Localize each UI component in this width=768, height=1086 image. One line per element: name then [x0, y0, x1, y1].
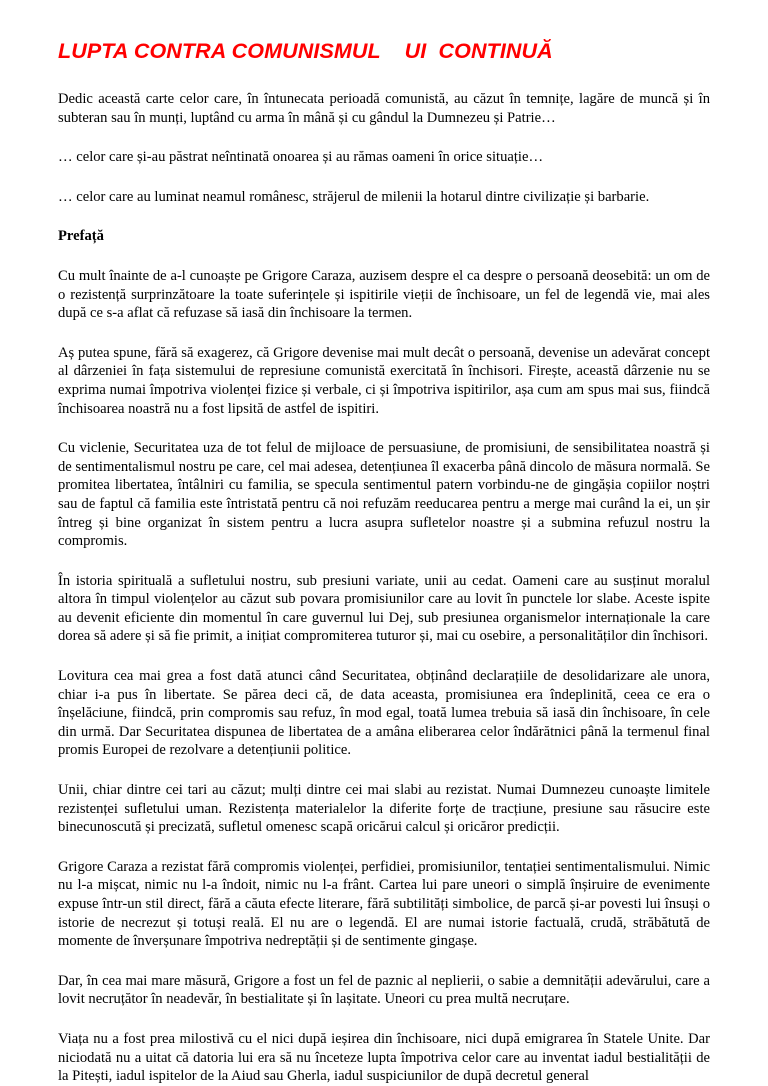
preface-paragraph: Cu mult înainte de a-l cunoaște pe Grigore Caraza, auzisem despre el ca despre o persoană deosebită: un om de o rezistență surprinzătoare la toate suferințele și ispitirile vieții de închisoare, un fel de legendă vie, mai ales după ce s-a aflat că refuzase să iasă din închisoare la termen.	[58, 267, 710, 322]
dedication-paragraph: … celor care și-au păstrat neîntinată onoarea și au rămas oameni în orice situație…	[58, 149, 544, 166]
document-title: LUPTA CONTRA COMUNISMUL UI CONTINUĂ	[58, 39, 553, 63]
dedication-section	[58, 90, 710, 206]
preface-paragraph: Aș putea spune, fără să exagerez, că Grigore devenise mai mult decât o persoană, devenise un adevărat concept al dârzeniei în fața sistemului de represiune comunistă exercitată în închisori. Firește, această dârzenie nu se exprima numai împotriva violenței fizice și verbale, ci și împotriva ispitirilor, așa cum am spus mai sus, fiindcă închisoarea noastră nu a fost lipsită de astfel de ispitiri.	[58, 344, 710, 417]
preface-paragraph: În istoria spirituală a sufletului nostru, sub presiuni variate, unii au cedat. Oameni care au susținut moralul altora în timpul violențelor au căzut sub povara promisiunilor care au lovit în punctele lor slabe. Aceste ispite au devenit eficiente din momentul în care guvernul lui Dej, sub presiunea organismelor internaționale la care dorea să adere și să fie primit, a inițiat compromiterea tuturor și, mai cu osebire, a personalităților din închisori.	[58, 572, 710, 645]
preface-paragraph: Cu viclenie, Securitatea uza de tot felul de mijloace de persuasiune, de promisiuni, de sensibilitatea noastră și de sentimentalismul nostru pe care, cel mai adesea, detențiunea îl exacerba până dincolo de măsura normală. Se promitea libertatea, întâlniri cu familia, se specula sentimentul patern vorbindu-ne de gingășia copiilor noștri sau de faptul că familia este întristată pentru că noi refuzăm reeducarea pentru a merge mai curând la ei, un șir întreg și bine organizat în sistem pentru a lucra asupra sufletelor noastre și a submina refuzul nostru la compromis.	[58, 440, 710, 550]
dedication-paragraph: Dedic această carte celor care, în întunecata perioadă comunistă, au căzut în temnițe, lagăre de muncă și în subteran sau în munți, luptând cu arma în mână și cu gândul la Dumnezeu și Patrie…	[58, 91, 710, 126]
preface-paragraph: Viața nu a fost prea milostivă cu el nici după ieșirea din închisoare, nici după emigrarea în Statele Unite. Dar niciodată nu a uitat că datoria lui era să nu înceteze lupta împotriva celor care au inventat iadul bestialității de la Pitești, iadul ispitelor de la Aiud sau Gherla, iadul suspiciunilor de după decretul general	[58, 1030, 710, 1085]
dedication-paragraph: … celor care au luminat neamul românesc, străjerul de milenii la hotarul dintre civilizație și barbarie.	[58, 188, 650, 205]
preface-paragraph: Grigore Caraza a rezistat fără compromis violenței, perfidiei, promisiunilor, tentației sentimentalismului. Nimic nu l-a mișcat, nimic nu l-a îndoit, nimic nu l-a frânt. Cartea lui pare uneori o simplă înșiruire de evenimente expuse într-un stil direct, fără a căuta efecte literare, fără subtilități simbolice, de parcă și-ar povesti lui însuși o istorie de necrezut și totuși reală. El nu are o legendă. El are numai istorie factuală, crudă, străbătută de momente de înverșunare împotriva nedreptății și de sentimente gingașe.	[58, 858, 710, 950]
preface-paragraph: Dar, în cea mai mare măsură, Grigore a fost un fel de paznic al neplierii, o sabie a demnității adevărului, care a lovit necruțător în neadevăr, în bestialitate și în lașitate. Uneori cu prea multă necruțare.	[58, 972, 710, 1008]
preface-body	[58, 267, 710, 1086]
preface-heading: Prefață	[58, 228, 104, 245]
preface-paragraph: Unii, chiar dintre cei tari au căzut; mulți dintre cei mai slabi au rezistat. Numai Dumnezeu cunoaște limitele rezistenței sufletului uman. Rezistența materialelor la diferite forțe de tracțiune, presiune sau răsucire este binecunoscută și precizată, sufletul omenesc scapă oricărui calcul și oricăror predicții.	[58, 782, 710, 836]
preface-paragraph: Lovitura cea mai grea a fost dată atunci când Securitatea, obținând declarațiile de desolidarizare ale unora, chiar i-a pus în libertate. Se părea deci că, de data aceasta, promisiunea era îndeplinită, ceea ce era o înșelăciune, fiindcă, prin compromis sau refuz, în mod egal, toată lumea trebuia să iasă din închisoare, în cele din urmă. Dar Securitatea dispunea de libertatea de a amâna eliberarea celor îndărătnici până la termenul final promis Europei de rezolvare a detențiunii politice.	[58, 668, 710, 759]
